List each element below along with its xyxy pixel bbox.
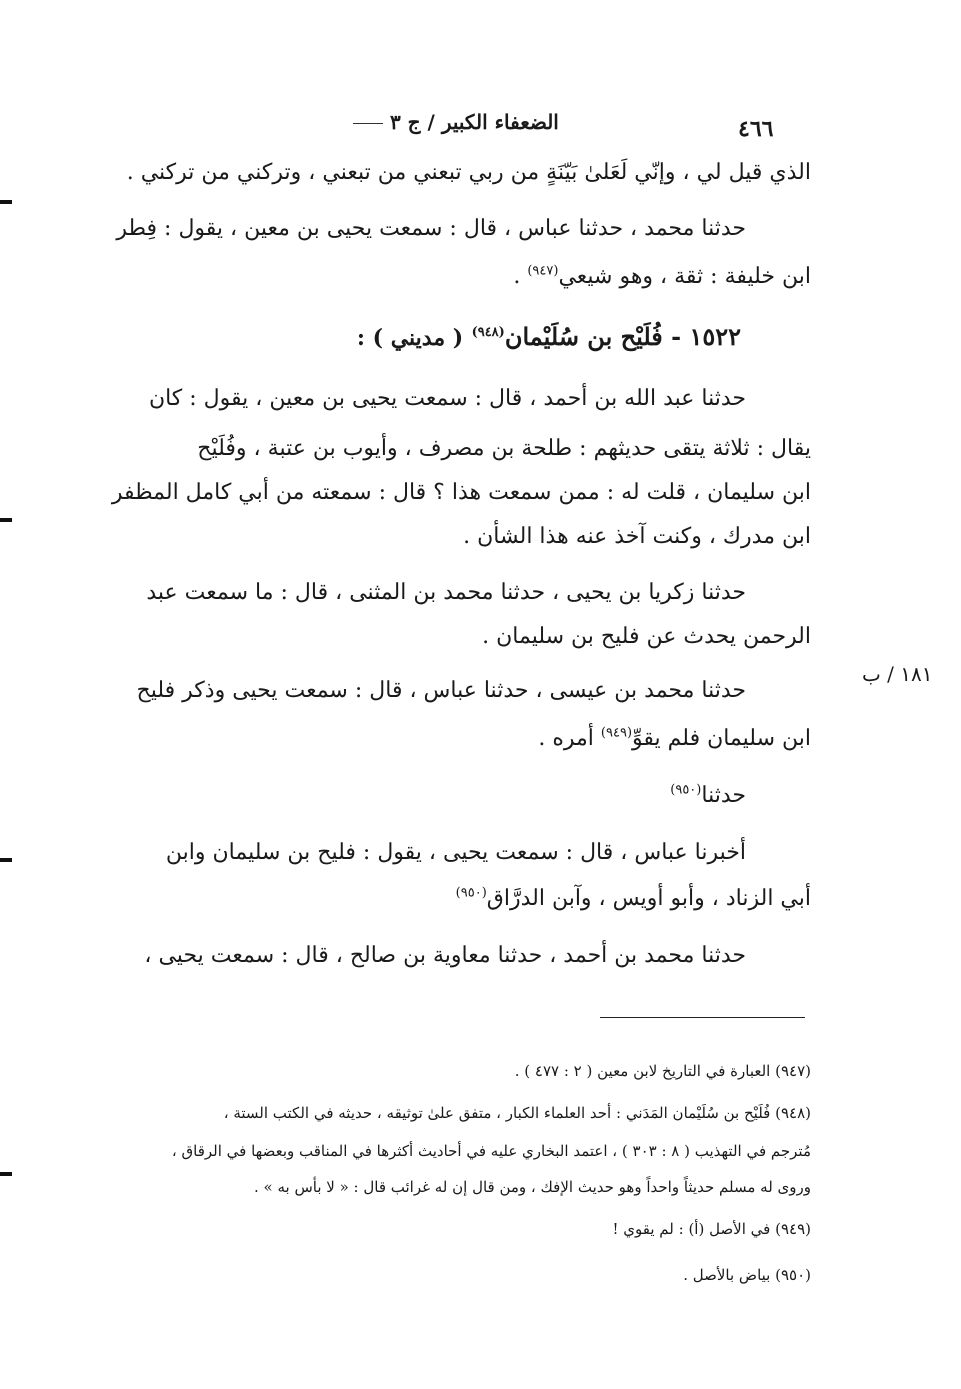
body-line: يقال : ثلاثة يتقى حديثهم : طلحة بن مصرف ، وأيوب بن عتبة ، وفُلَيْح: [197, 436, 811, 461]
scan-edge-mark: [0, 518, 12, 522]
body-line: [513, 256, 811, 298]
footnote: (٩٤٨) فُلَيْح بن سُلَيْمان المَدَني : أحد العلماء الكبار ، متفق علىٰ توثيقه ، حديثه في الكتب الستة ،: [223, 1104, 811, 1122]
body-text: .: [513, 264, 528, 289]
scan-edge-mark: [0, 1172, 12, 1176]
footnote-ref: (٩٤٧): [527, 263, 559, 279]
body-text: ابن سليمان فلم يقوِّ: [632, 726, 811, 751]
body-line: [670, 775, 746, 817]
body-line: حدثنا محمد بن أحمد ، حدثنا معاوية بن صالح ، قال : سمعت يحيى ،: [144, 943, 746, 968]
body-text: حدثنا: [701, 783, 746, 808]
entry-name: فُلَيْح بن سُلَيْمان: [504, 322, 663, 351]
footnote: (٩٥٠) بياض بالأصل .: [683, 1266, 811, 1284]
body-line: [538, 718, 811, 760]
entry-qualifier: ( مديني ) :: [356, 325, 464, 351]
entry-number: ١٥٢٢: [689, 322, 741, 351]
body-line: الذي قيل لي ، وإنّي لَعَلىٰ بَيّنَةٍ من ربي تبعني من تبعني ، وتركني من تركني .: [126, 160, 811, 185]
header-rule: [353, 123, 383, 124]
margin-folio-note: ١٨١ / ب: [862, 662, 933, 686]
footnote-separator: [600, 1017, 805, 1018]
body-line: حدثنا زكريا بن يحيى ، حدثنا محمد بن المثنى ، قال : ما سمعت عبد: [146, 580, 746, 605]
body-text: أمره .: [538, 726, 601, 751]
body-line: حدثنا عبد الله بن أحمد ، قال : سمعت يحيى بن معين ، يقول : كان: [148, 386, 746, 411]
body-line: ابن مدرك ، وكنت آخذ عنه هذا الشأن .: [463, 524, 811, 549]
body-line: حدثنا محمد بن عيسى ، حدثنا عباس ، قال : سمعت يحيى وذكر فليح: [136, 678, 746, 703]
footnote-ref: (٩٤٨): [471, 325, 505, 340]
running-title-text: الضعفاء الكبير / ج ٣: [389, 110, 559, 134]
body-text: ابن خليفة : ثقة ، وهو شيعي: [558, 264, 811, 289]
scan-edge-mark: [0, 858, 12, 862]
body-line: الرحمن يحدث عن فليح بن سليمان .: [482, 624, 811, 649]
entry-dash: -: [671, 322, 682, 351]
footnote-ref: (٩٤٩): [600, 725, 633, 741]
body-text: أبي الزناد ، وأبو أويس ، وآبن الدرَّاق: [486, 886, 811, 911]
footnote: (٩٤٩) في الأصل (أ) : لم يقوي !: [612, 1220, 811, 1238]
body-line: أخبرنا عباس ، قال : سمعت يحيى ، يقول : فليح بن سليمان وابن: [165, 840, 746, 865]
footnote: وروى له مسلم حديثاً واحداً وهو حديث الإفك ، ومن قال إن له غرائب قال : « لا بأس به » .: [253, 1178, 811, 1196]
footnote: (٩٤٧) العبارة في التاريخ لابن معين ( ٢ : ٤٧٧ ) .: [514, 1062, 811, 1080]
footnote: مُترجم في التهذيب ( ٨ : ٣٠٣ ) ، اعتمد البخاري عليه في أحاديث أكثرها في المناقب وبعضها في الرقاق ،: [171, 1142, 811, 1160]
entry-heading: [357, 322, 741, 351]
scan-edge-mark: [0, 200, 12, 204]
footnote-ref: (٩٥٠): [670, 782, 702, 798]
page-number: ٤٦٦: [738, 116, 774, 142]
footnote-ref: (٩٥٠): [455, 885, 487, 901]
body-line: [456, 878, 811, 920]
body-line: حدثنا محمد ، حدثنا عباس ، قال : سمعت يحيى بن معين ، يقول : فِطر: [116, 216, 746, 241]
body-line: ابن سليمان ، قلت له : ممن سمعت هذا ؟ قال : سمعته من أبي كامل المظفر: [111, 480, 811, 505]
running-title: [345, 110, 559, 134]
